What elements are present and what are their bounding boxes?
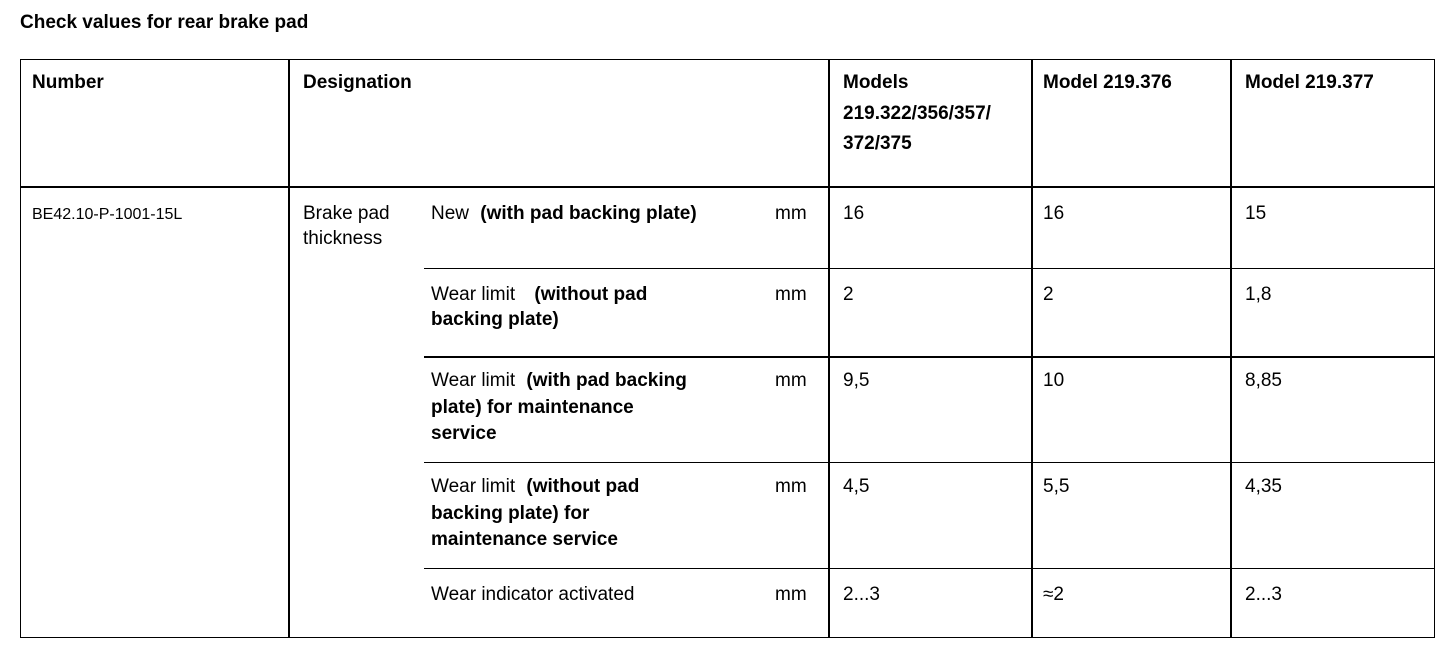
- item-label: [431, 474, 639, 499]
- item-label-plain: New: [431, 203, 470, 224]
- item-value: 16: [1043, 203, 1065, 224]
- row-divider-2: [424, 356, 1435, 358]
- reference-number: BE42.10-P-1001-15L: [32, 206, 183, 223]
- item-value: 9,5: [843, 370, 870, 391]
- item-label-bold: (without pad: [526, 476, 640, 497]
- header-model-219-376: Model 219.376: [1043, 72, 1172, 93]
- item-label-plain: Wear limit: [431, 284, 516, 305]
- item-label-plain: Wear indicator activated: [431, 584, 635, 605]
- column-divider-number: [288, 59, 290, 638]
- item-value: 4,5: [843, 476, 870, 497]
- item-value: 4,35: [1245, 476, 1282, 497]
- item-value: 2: [843, 284, 854, 305]
- column-divider-models-1: [828, 59, 830, 638]
- header-models-line-1: Models: [843, 72, 909, 93]
- row-divider-4: [424, 568, 1435, 569]
- designation-line-1: Brake pad: [303, 203, 390, 224]
- item-value: 15: [1245, 203, 1267, 224]
- item-value: 2...3: [1245, 584, 1282, 605]
- header-designation: Designation: [303, 72, 412, 93]
- item-label: [431, 282, 647, 307]
- header-model-219-377: Model 219.377: [1245, 72, 1374, 93]
- column-divider-models-2: [1031, 59, 1033, 638]
- header-models-line-3: 372/375: [843, 133, 912, 154]
- item-label-plain: Wear limit: [431, 476, 516, 497]
- item-label-bold: backing plate): [431, 309, 559, 330]
- header-number: Number: [32, 72, 104, 93]
- item-value: 8,85: [1245, 370, 1282, 391]
- header-separator: [20, 186, 1435, 188]
- item-label-bold: (with pad backing: [526, 370, 687, 391]
- item-value: 16: [843, 203, 865, 224]
- item-unit: mm: [775, 370, 807, 391]
- header-models-line-2: 219.322/356/357/: [843, 103, 991, 124]
- item-label-plain: Wear limit: [431, 370, 516, 391]
- item-label: [431, 368, 687, 393]
- item-label-bold: plate) for maintenance: [431, 397, 634, 418]
- item-label-bold: maintenance service: [431, 529, 618, 550]
- item-unit: mm: [775, 584, 807, 605]
- item-label-bold: backing plate) for: [431, 503, 590, 524]
- item-unit: mm: [775, 203, 807, 224]
- item-value: 5,5: [1043, 476, 1070, 497]
- column-divider-models-3: [1230, 59, 1232, 638]
- item-label-bold: service: [431, 423, 497, 444]
- page-title: Check values for rear brake pad: [20, 12, 309, 33]
- item-unit: mm: [775, 476, 807, 497]
- item-label-bold: (with pad backing plate): [480, 203, 697, 224]
- row-divider-3: [424, 462, 1435, 463]
- item-value: 2: [1043, 284, 1054, 305]
- item-value: 1,8: [1245, 284, 1272, 305]
- item-value: 2...3: [843, 584, 880, 605]
- item-value: 10: [1043, 370, 1065, 391]
- designation-line-2: thickness: [303, 228, 383, 249]
- check-values-table: [20, 59, 1435, 638]
- item-value: ≈2: [1043, 584, 1064, 605]
- row-divider-1: [424, 268, 1435, 269]
- item-label: [431, 201, 697, 226]
- item-unit: mm: [775, 284, 807, 305]
- item-label-bold: (without pad: [534, 284, 648, 305]
